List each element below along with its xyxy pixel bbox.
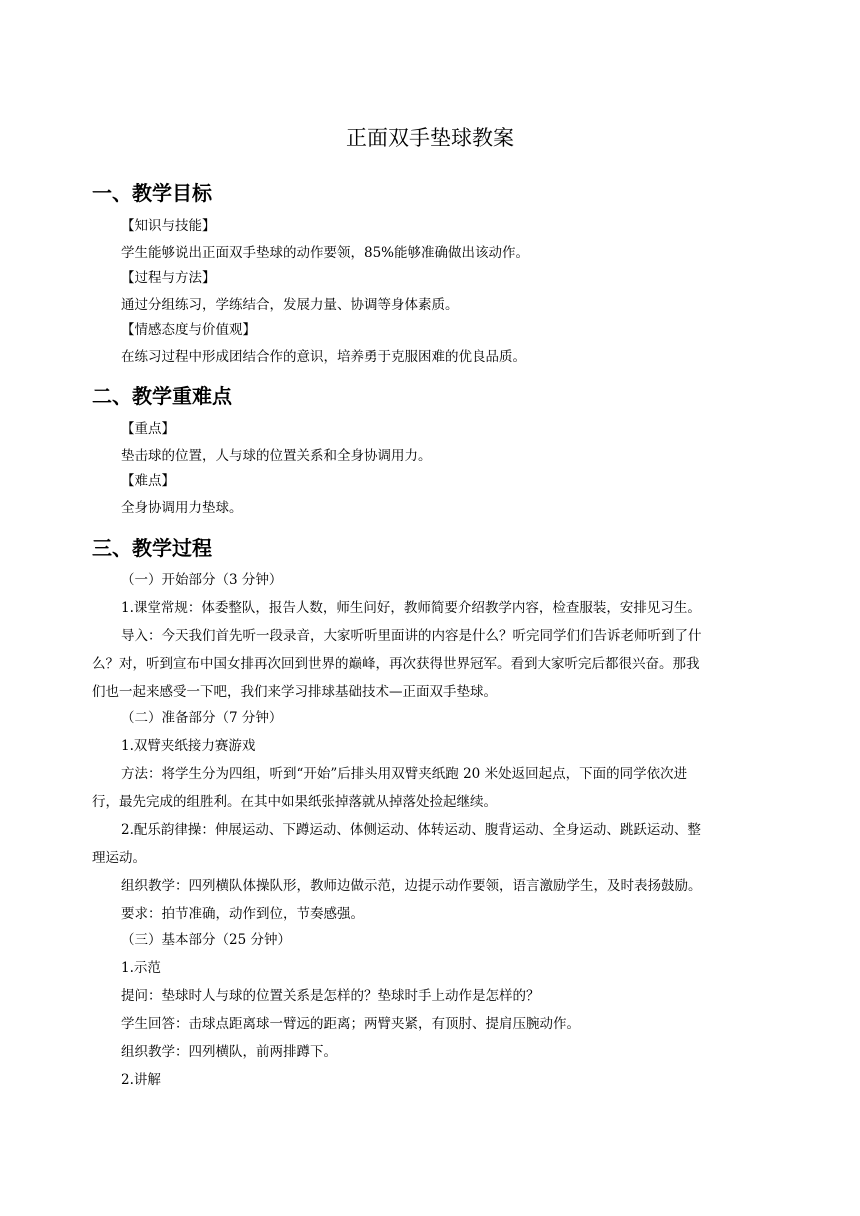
paragraph-rhythm-line2: 理运动。 [92,850,146,866]
paragraph-key: 垫击球的位置，人与球的位置关系和全身协调用力。 [121,448,432,464]
paragraph-knowledge: 学生能够说出正面双手垫球的动作要领，85%能够准确做出该动作。 [121,245,530,261]
subheading-process: 【过程与方法】 [121,270,216,286]
paragraph-difficulty: 全身协调用力垫球。 [121,500,243,516]
subheading-emotion: 【情感态度与价值观】 [121,322,256,338]
paragraph-emotion: 在练习过程中形成团结合作的意识，培养勇于克服困难的优良品质。 [121,349,526,365]
part-heading-basic: （三）基本部分（25 分钟） [121,932,291,948]
paragraph-question: 提问：垫球时人与球的位置关系是怎样的？垫球时手上动作是怎样的？ [121,988,540,1004]
section-heading-key-points: 二、教学重难点 [92,384,232,408]
document-title: 正面双手垫球教案 [346,126,514,150]
subheading-difficulty: 【难点】 [121,473,175,489]
paragraph-routine: 1.课堂常规：体委整队，报告人数，师生问好，教师简要介绍教学内容，检查服装，安排见习生。 [121,600,701,616]
section-heading-process: 三、教学过程 [92,536,212,560]
subheading-key: 【重点】 [121,421,175,437]
paragraph-requirements: 要求：拍节准确，动作到位，节奏感强。 [121,906,364,922]
paragraph-rhythm-line1: 2.配乐韵律操：伸展运动、下蹲运动、体侧运动、体转运动、腹背运动、全身运动、跳跃运动、整 [121,822,701,838]
paragraph-method-line2: 行，最先完成的组胜利。在其中如果纸张掉落就从掉落处捡起继续。 [92,794,497,810]
paragraph-intro-line3: 们也一起来感受一下吧，我们来学习排球基础技术—正面双手垫球。 [92,684,497,700]
paragraph-relay-game: 1.双臂夹纸接力赛游戏 [121,738,256,754]
paragraph-method-line1: 方法：将学生分为四组，听到“开始”后排头用双臂夹纸跑 20 米处返回起点，下面的同学依次进 [121,766,688,782]
paragraph-answer: 学生回答：击球点距离球一臂远的距离；两臂夹紧，有顶肘、提肩压腕动作。 [121,1016,580,1032]
part-heading-start: （一）开始部分（3 分钟） [121,572,283,588]
paragraph-organize: 组织教学：四列横队体操队形，教师边做示范，边提示动作要领，语言激励学生，及时表扬鼓励。 [121,878,702,894]
paragraph-process: 通过分组练习，学练结合，发展力量、协调等身体素质。 [121,297,459,313]
paragraph-intro-line2: 么？对，听到宣布中国女排再次回到世界的巅峰，再次获得世界冠军。看到大家听完后都很兴奋。那我 [92,656,700,672]
paragraph-formation: 组织教学：四列横队，前两排蹲下。 [121,1044,337,1060]
paragraph-explain: 2.讲解 [121,1072,161,1088]
paragraph-intro-line1: 导入：今天我们首先听一段录音，大家听听里面讲的内容是什么？听完同学们们告诉老师听到了什 [121,628,702,644]
subheading-knowledge: 【知识与技能】 [121,218,216,234]
section-heading-objectives: 一、教学目标 [92,181,212,205]
paragraph-demo: 1.示范 [121,960,161,976]
part-heading-prep: （二）准备部分（7 分钟） [121,710,283,726]
